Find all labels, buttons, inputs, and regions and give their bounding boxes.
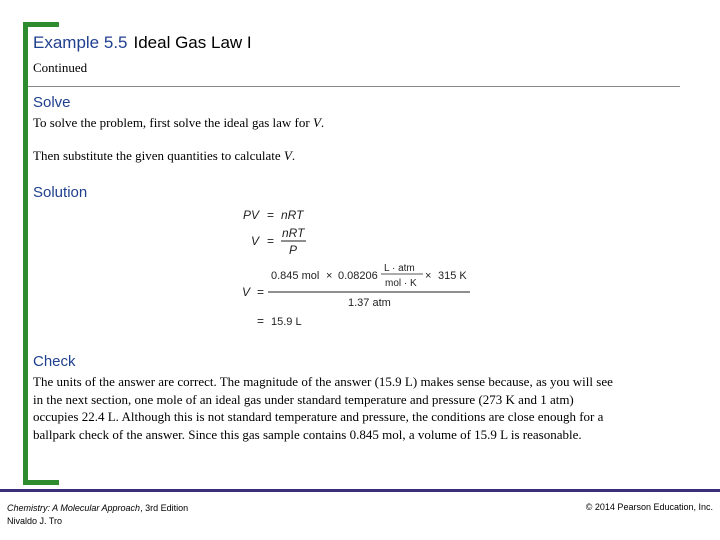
eq2-equals: = (267, 234, 275, 248)
eq1-equals: = (267, 208, 275, 222)
result-value: 15.9 L (271, 316, 302, 328)
bracket-top-tick (23, 22, 59, 27)
eq3-lhs: V (242, 285, 251, 299)
eq2-lhs: V (251, 234, 260, 248)
eq1-lhs: PV (243, 208, 260, 222)
left-bracket-bar (23, 22, 28, 485)
solve-line-1-text: To solve the problem, first solve the ideal gas law for (33, 115, 313, 130)
check-heading: Check (33, 353, 76, 370)
solve-line-1-end: . (320, 115, 325, 130)
times-2: × (425, 270, 432, 282)
solve-heading: Solve (33, 94, 71, 111)
n-value: 0.845 mol (271, 270, 320, 282)
check-line-3: occupies 22.4 L. Although this is not standard temperature and pressure, the conditions are close enough for a (33, 409, 604, 424)
eq4-equals: = (257, 314, 265, 328)
r-unit-denominator: mol · K (385, 278, 417, 289)
continued-label: Continued (33, 60, 88, 75)
solve-line-2-var: V (283, 148, 292, 163)
solve-line-2-end: . (291, 148, 296, 163)
solve-line-1-var: V (312, 115, 321, 130)
copyright-notice: © 2014 Pearson Education, Inc. (585, 502, 713, 512)
eq2-denominator: P (289, 243, 298, 257)
book-title: Chemistry: A Molecular Approach (7, 503, 141, 513)
book-author: Nivaldo J. Tro (7, 516, 63, 526)
equation-figure (240, 203, 480, 335)
check-line-1: The units of the answer are correct. The magnitude of the answer (15.9 L) makes sense because, as you will see (33, 374, 613, 389)
solve-line-2-text: Then substitute the given quantities to calculate (33, 148, 284, 163)
solution-heading: Solution (33, 184, 88, 201)
book-edition: , 3rd Edition (140, 503, 189, 513)
header-divider (28, 86, 680, 87)
check-line-2: in the next section, one mole of an ideal gas under standard temperature and pressure (273 K and 1 atm) (33, 391, 574, 407)
example-title: Ideal Gas Law I (133, 33, 252, 52)
times-1: × (326, 270, 333, 282)
t-value: 315 K (438, 270, 467, 282)
check-line-4: ballpark check of the answer. Since this gas sample contains 0.845 mol, a volume of 15.9 L is reasonable. (33, 426, 582, 442)
footer-divider (0, 489, 720, 492)
page-title (33, 33, 252, 53)
eq2-numerator: nRT (282, 226, 305, 240)
solve-line-2 (33, 147, 295, 165)
r-value: 0.08206 (338, 270, 378, 282)
example-label: Example 5.5 (33, 33, 128, 52)
bracket-bottom-tick (23, 480, 59, 485)
r-unit-numerator: L · atm (384, 263, 415, 274)
eq1-rhs: nRT (281, 208, 304, 222)
footer-citation (7, 502, 188, 528)
eq3-equals: = (257, 285, 265, 299)
p-value: 1.37 atm (348, 297, 391, 309)
solve-line-1 (33, 114, 324, 132)
